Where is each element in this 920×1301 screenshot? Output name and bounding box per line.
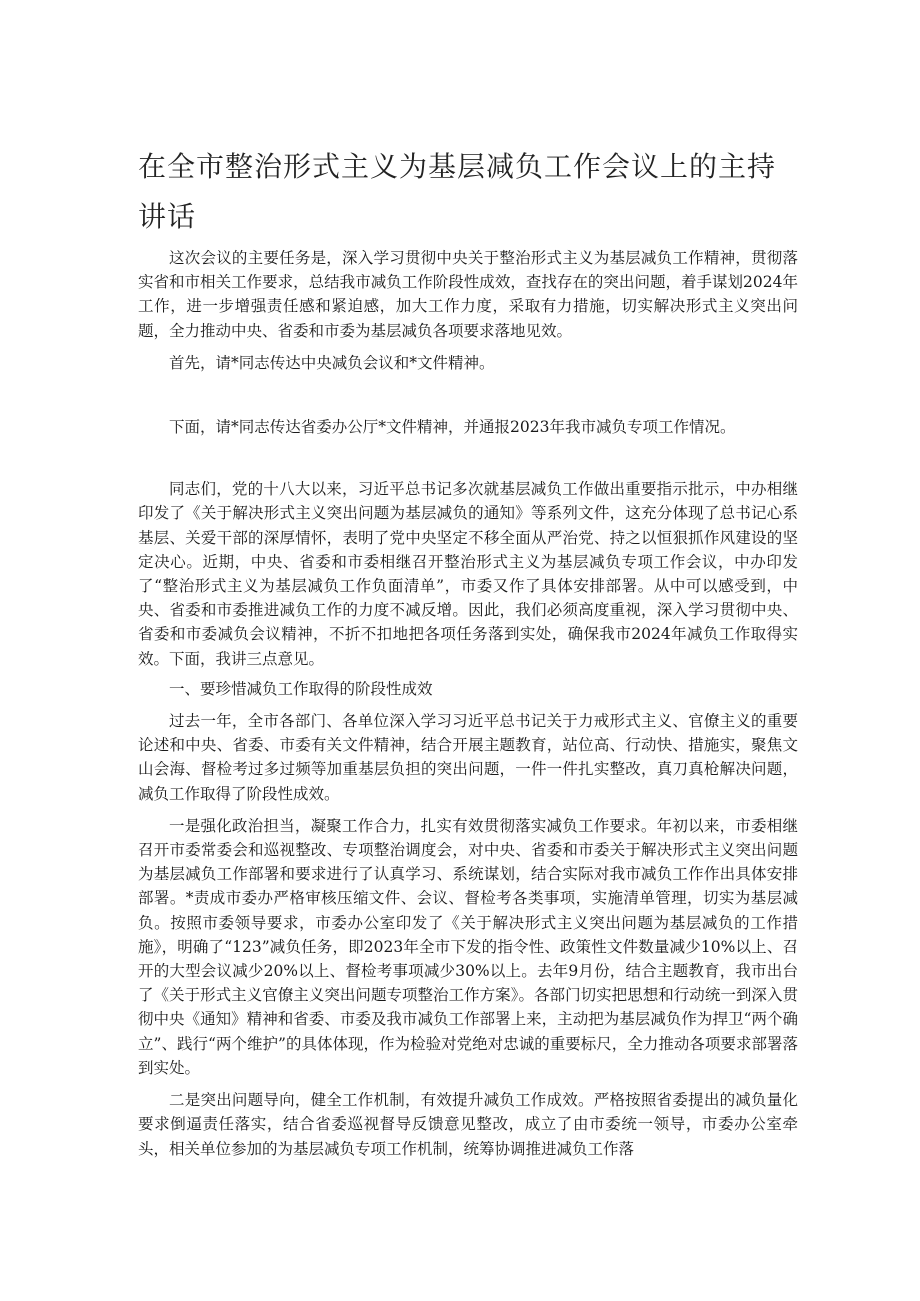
paragraph-past-year: 过去一年，全市各部门、各单位深入学习习近平总书记关于力戒形式主义、官僚主义的重要论述和中央、省委、市委有关文件精神，结合开展主题教育，站位高、行动快、措施实，聚焦文山会海、督检考过多过频等加重基层负担的突出问题，一件一件扎实整改，真刀真枪解决问题，减负工作取得了阶段性成效。	[138, 712, 798, 803]
paragraph-point-one: 一是强化政治担当，凝聚工作合力，扎实有效贯彻落实减负工作要求。年初以来，市委相继召开市委常委会和巡视整改、专项整治调度会，对中央、省委和市委关于解决形式主义突出问题为基层减负工作部署和要求进行了认真学习、系统谋划，结合实际对我市减负工作作出具体安排部署。*责成市委办严格审核压缩文件、会议、督检考各类事项，实施清单管理，切实为基层减负。按照市委领导要求，市委办公室印发了《关于解决形式主义突出问题为基层减负的工作措施》，明确了“123”减负任务，即2023年全市下发的指令性、政策性文件数量减少10%以上、召开的大型会议减少20%以上、督检考事项减少30%以上。去年9月份，结合主题教育，我市出台了《关于形式主义官僚主义突出问题专项整治工作方案》。各部门切实把思想和行动统一到深入贯彻中央《通知》精神和省委、市委及我市减负工作部署上来，主动把为基层减负作为捍卫“两个确立”、践行“两个维护”的具体体现，作为检验对党绝对忠诚的重要标尺，全力推动各项要求部署落到实处。	[138, 816, 798, 1077]
paragraph-intro: 这次会议的主要任务是，深入学习贯彻中央关于整治形式主义为基层减负工作精神，贯彻落实省和市相关工作要求，总结我市减负工作阶段性成效，查找存在的突出问题，着手谋划2024年工作，进一步增强责任感和紧迫感，加大工作力度，采取有力措施，切实解决形式主义突出问题，全力推动中央、省委和市委为基层减负各项要求落地见效。	[138, 249, 798, 340]
paragraph-comrades: 同志们，党的十八大以来，习近平总书记多次就基层减负工作做出重要指示批示，中办相继印发了《关于解决形式主义突出问题为基层减负的通知》等系列文件，这充分体现了总书记心系基层、关爱干部的深厚情怀，表明了党中央坚定不移全面从严治党、持之以恒狠抓作风建设的坚定决心。近期，中央、省委和市委相继召开整治形式主义为基层减负专项工作会议，中办印发了“整治形式主义为基层减负工作负面清单”，市委又作了具体安排部署。从中可以感受到，中央、省委和市委推进减负工作的力度不减反增。因此，我们必须高度重视，深入学习贯彻中央、省委和市委减负会议精神，不折不扣地把各项任务落到实处，确保我市2024年减负工作取得实效。下面，我讲三点意见。	[138, 480, 798, 668]
title-line-2: 讲话	[138, 200, 197, 233]
title-line-1: 在全市整治形式主义为基层减负工作会议上的主持	[138, 150, 777, 183]
paragraph-point-two: 二是突出问题导向，健全工作机制，有效提升减负工作成效。严格按照省委提出的减负量化要求倒逼责任落实，结合省委巡视督导反馈意见整改，成立了由市委统一领导，市委办公室牵头，相关单位参加的为基层减负专项工作机制，统筹协调推进减负工作落	[138, 1091, 798, 1158]
document-title	[138, 142, 798, 242]
paragraph-first-agenda: 首先，请*同志传达中央减负会议和*文件精神。	[169, 353, 495, 372]
paragraph-second-agenda: 下面，请*同志传达省委办公厅*文件精神，并通报2023年我市减负专项工作情况。	[169, 418, 736, 437]
document-page	[138, 142, 798, 1161]
section-heading-1: 一、要珍惜减负工作取得的阶段性成效	[169, 679, 433, 698]
